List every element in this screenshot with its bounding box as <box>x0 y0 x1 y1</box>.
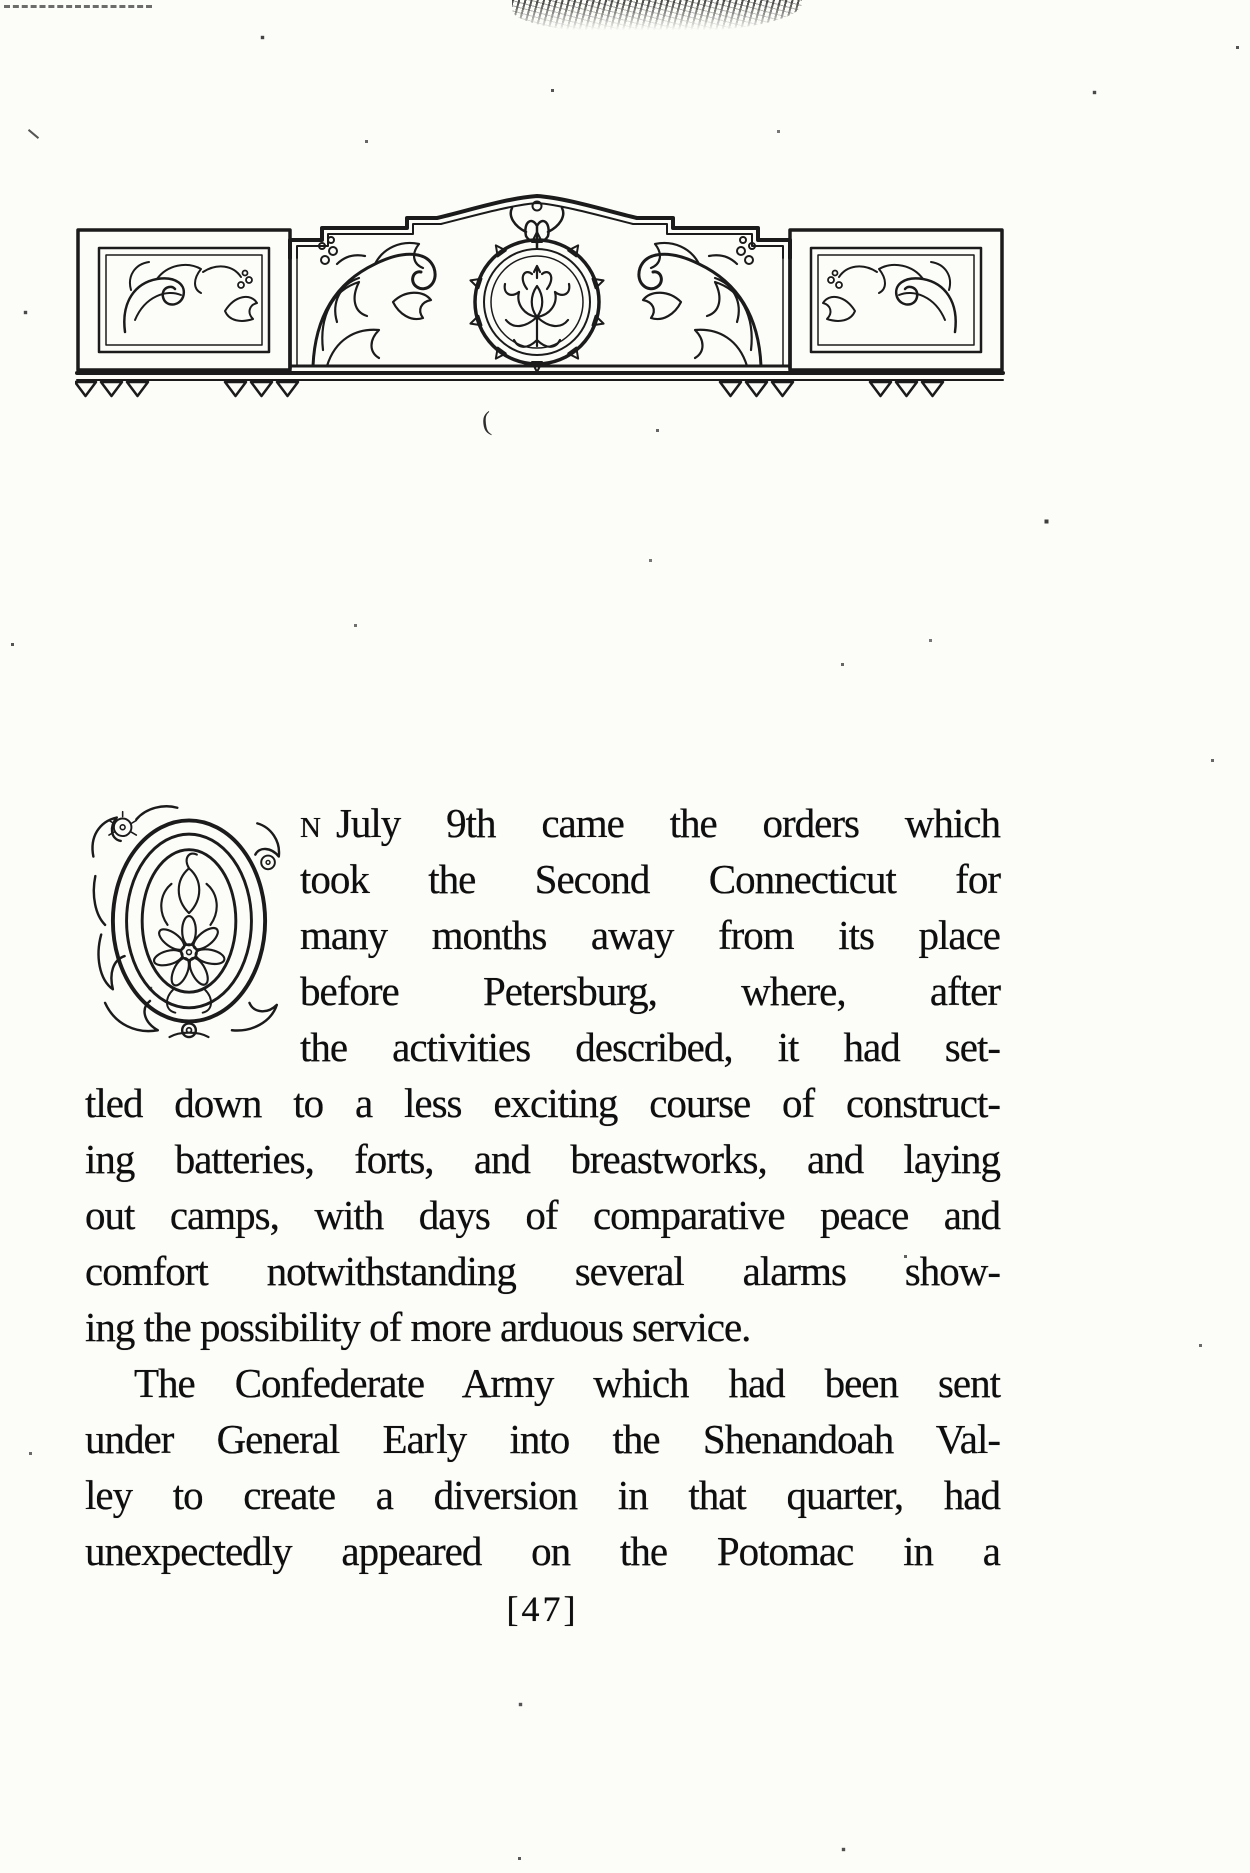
lotus-flower <box>505 266 570 347</box>
pedestal-feet <box>75 382 943 396</box>
text-line: took the Second Connecticut for <box>300 856 1000 902</box>
body-text <box>85 795 1000 1629</box>
text-line: ing the possibility of more arduous service. <box>85 1304 751 1350</box>
text-line: unexpectedly appeared on the Potomac in a <box>85 1528 1000 1574</box>
text-line: out camps, with days of comparative peace and <box>85 1192 1000 1238</box>
text-line: under General Early into the Shenandoah Val- <box>85 1416 1000 1462</box>
text-line: The Confederate Army which had been sent <box>134 1360 1000 1406</box>
line-text: July 9th came the orders which <box>335 800 1000 846</box>
floral-headpiece-ornament <box>75 190 1005 398</box>
text-line: the activities described, it had set- <box>300 1024 1000 1070</box>
acanthus-scroll <box>313 237 435 366</box>
medallion-rays <box>469 232 605 372</box>
text-line: before Petersburg, where, after <box>300 968 1000 1014</box>
scan-tick-mark <box>28 129 39 139</box>
scan-specks <box>0 0 1 1</box>
scan-corner-marks <box>4 5 152 8</box>
scan-stray-mark: ( <box>480 405 493 437</box>
floral-panel <box>78 230 290 370</box>
drop-cap-art <box>83 798 295 1040</box>
text-line: many months away from its place <box>300 912 1000 958</box>
text-line <box>300 795 1000 851</box>
page-number: [47] <box>506 1589 579 1629</box>
text-line: comfort notwithstanding several alarms show- <box>85 1248 1000 1294</box>
text-line: ley to create a diversion in that quarter, had <box>85 1472 1000 1518</box>
scan-noise-smudge <box>512 0 802 32</box>
lead-small-cap: N <box>300 812 321 844</box>
text-line: tled down to a less exciting course of construct- <box>85 1080 1000 1126</box>
text-line: ing batteries, forts, and breastworks, and laying <box>85 1136 1000 1182</box>
headpiece-art <box>75 190 1005 398</box>
drop-cap-initial-O <box>83 798 295 1040</box>
